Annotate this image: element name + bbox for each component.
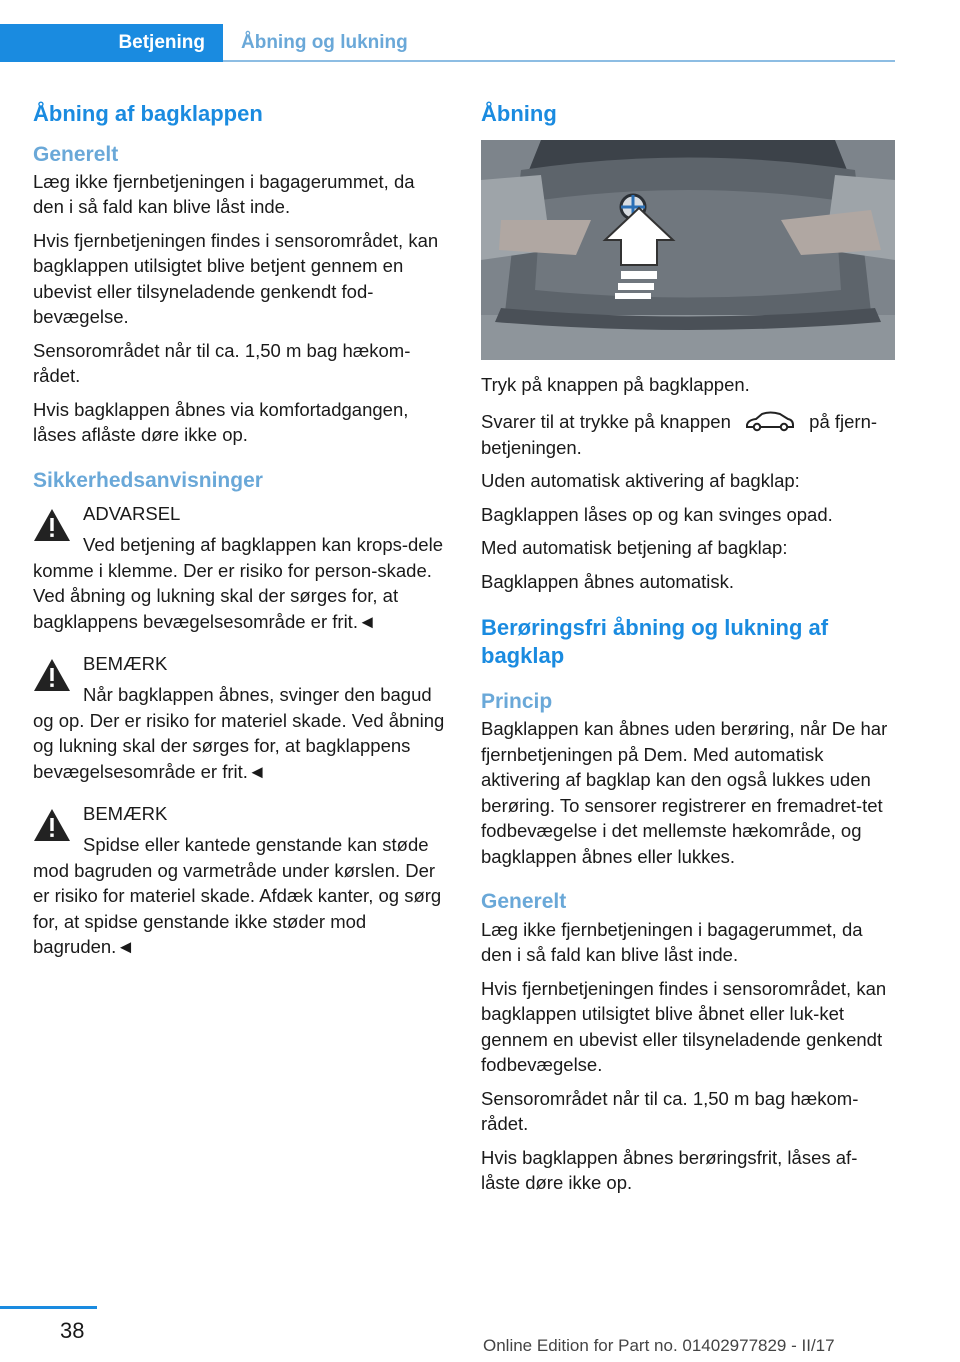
notice-title: BEMÆRK: [83, 653, 168, 674]
paragraph: Hvis fjernbetjeningen findes i sensorområdet, kan bagklappen utilsigtet blive åbnet eller luk-ket gennem en ubevist eller tilsyneladende genkendt fodbevægelse.: [481, 977, 887, 1075]
paragraph-text: på fjern-betjeningen.: [481, 411, 878, 458]
tailgate-illustration: [481, 140, 895, 360]
right-column: [481, 100, 895, 1204]
page-number: 38: [60, 1318, 85, 1343]
paragraph: Bagklappen åbnes automatisk.: [481, 570, 735, 592]
paragraph: Hvis bagklappen åbnes berøringsfrit, låses af-låste døre ikke op.: [481, 1146, 858, 1193]
notice-block: [33, 802, 447, 960]
warning-triangle-icon: [33, 658, 71, 692]
tab-betjening-label: Betjening: [118, 32, 205, 53]
paragraph-with-icon: [481, 409, 895, 460]
paragraph: Hvis fjernbetjeningen findes i sensorområdet, kan bagklappen utilsigtet blive betjent gennem en ubevist eller tilsyneladende genkendt fod-bevægelse.: [33, 229, 439, 328]
section-title-beroringsfri: Berøringsfri åbning og lukning af bagklap: [481, 615, 829, 668]
subheading-sikkerhedsanvisninger: Sikkerhedsanvisninger: [33, 468, 263, 492]
paragraph: Bagklappen kan åbnes uden berøring, når De har fjernbetjeningen på Dem. Med automatisk aktivering af bagklap kan den også lukkes uden berøring. To sensorer registrerer en fremadret-tet fodbevægelse i det mellemste hækområde, og bagklappen åbnes eller lukkes.: [481, 718, 888, 867]
tailgate-photo: [481, 140, 895, 360]
notice-text: Når bagklappen åbnes, svinger den bagud og op. Der er risiko for materiel skade. Ved åbning og lukning skal der sørges for, at bagklappens bevægelsesområde er frit.◄: [33, 684, 445, 782]
paragraph: Bagklappen låses op og kan svinges opad.: [481, 503, 833, 525]
paragraph: Med automatisk betjening af bagklap:: [481, 537, 788, 558]
notice-text: Spidse eller kantede genstande kan støde mod bagruden og varmetråde under kørslen. Der er risiko for materiel skade. Afdæk kanter, og sørg for, at spidse genstande ikke støder mod bagruden.◄: [33, 834, 442, 957]
page-header: [0, 24, 895, 62]
paragraph-text: Svarer til at trykke på knappen: [481, 411, 731, 432]
warning-text: Ved betjening af bagklappen kan krops-dele komme i klemme. Der er risiko for person-skade. Ved åbning og lukning skal der sørges for, at bagklappens bevægelsesområde er frit.◄: [33, 534, 443, 632]
paragraph: Læg ikke fjernbetjeningen i bagagerummet, da den i så fald kan blive låst inde.: [481, 918, 863, 965]
notice-title: BEMÆRK: [83, 803, 168, 824]
notice-block: [33, 652, 447, 784]
left-column: [33, 100, 447, 978]
subheading-generelt: Generelt: [481, 890, 567, 914]
tab-abning-og-lukning: Åbning og lukning: [241, 32, 408, 53]
warning-block: [33, 502, 447, 634]
paragraph: Uden automatisk aktivering af bagklap:: [481, 470, 800, 491]
tab-betjening: [0, 24, 223, 62]
edition-note: Online Edition for Part no. 01402977829 - II/17: [483, 1336, 835, 1355]
paragraph: Hvis bagklappen åbnes via komfortadgangen, låses aflåste døre ikke op.: [33, 398, 409, 446]
subheading-generelt: Generelt: [33, 142, 119, 166]
paragraph: Sensorområdet når til ca. 1,50 m bag hækom-rådet.: [33, 339, 411, 387]
section-title-abning-af-bagklappen: Åbning af bagklappen: [33, 101, 263, 126]
section-title-abning: Åbning: [481, 101, 557, 126]
warning-triangle-icon: [33, 808, 71, 842]
paragraph: Sensorområdet når til ca. 1,50 m bag hækom-rådet.: [481, 1087, 859, 1134]
footer-divider: [0, 1306, 97, 1309]
paragraph: Tryk på knappen på bagklappen.: [481, 373, 750, 395]
header-divider: [223, 60, 895, 62]
paragraph: Læg ikke fjernbetjeningen i bagagerummet, da den i så fald kan blive låst inde.: [33, 170, 415, 218]
subheading-princip: Princip: [481, 690, 553, 713]
warning-title: ADVARSEL: [83, 503, 181, 524]
warning-triangle-icon: [33, 508, 71, 542]
car-tailgate-button-icon: [744, 409, 796, 433]
